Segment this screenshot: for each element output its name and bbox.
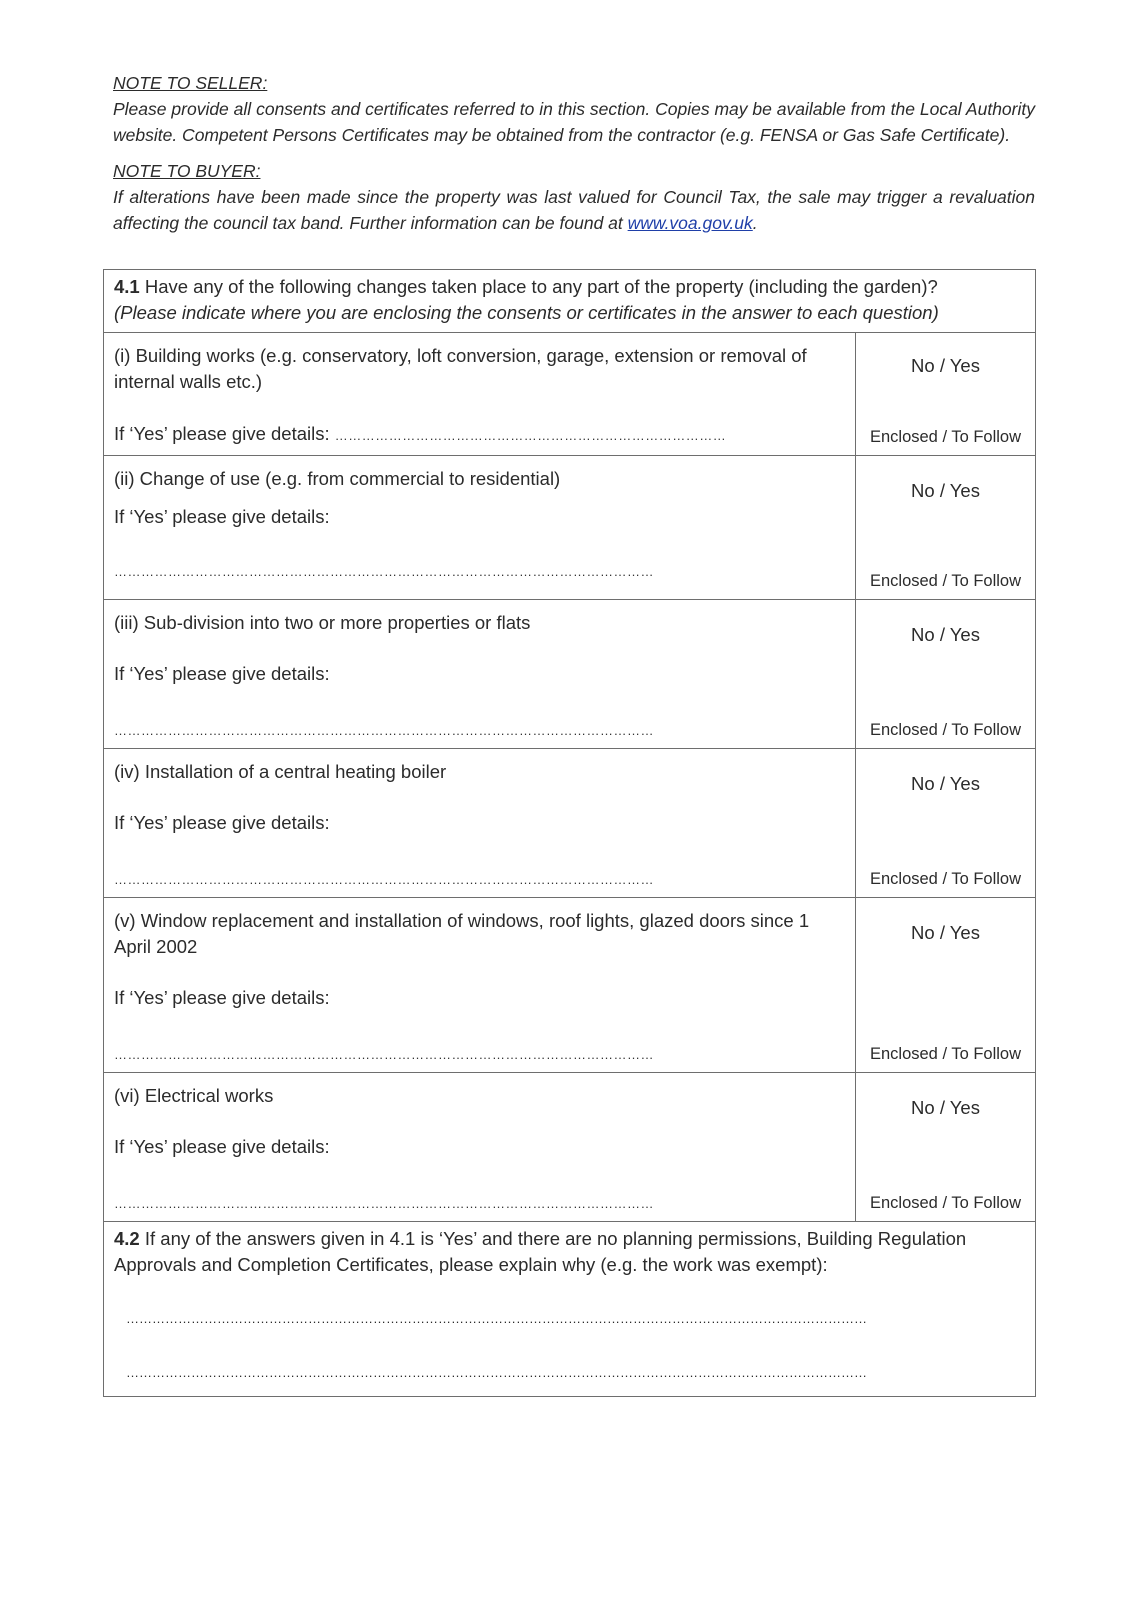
question-cell	[104, 456, 856, 600]
details-label: If ‘Yes’ please give details:	[114, 1136, 330, 1157]
question-label: (vi) Electrical works	[114, 1085, 274, 1106]
question-row	[104, 600, 1036, 749]
answer-cell	[856, 333, 1036, 456]
seller-note-body: Please provide all consents and certificates referred to in this section. Copies may be available from the Local Authority website. Competent Persons Certificates may be obtained from the contractor (e.g. FENSA or Gas Safe Certificate).	[113, 99, 1035, 145]
answer-cell	[856, 749, 1036, 898]
seller-note-heading: NOTE TO SELLER:	[113, 73, 268, 93]
enclosed-choice[interactable]: Enclosed / To Follow	[869, 870, 1022, 888]
q42-number: 4.2	[114, 1228, 140, 1249]
details-dots[interactable]: …………………………………………………………………………………………………………	[114, 723, 654, 738]
details-dots[interactable]: ……………………………………………………………………………	[334, 428, 727, 443]
yes-no-choice[interactable]: No / Yes	[911, 624, 980, 645]
question-label: (v) Window replacement and installation of windows, roof lights, glazed doors since 1 April 2002	[114, 910, 810, 957]
yes-no-choice[interactable]: No / Yes	[911, 1097, 980, 1118]
answer-line-2[interactable]: ………………………………………………………………………………………………………………………………………………………	[126, 1365, 867, 1380]
enclosed-choice[interactable]: Enclosed / To Follow	[869, 1045, 1022, 1063]
yes-no-choice[interactable]: No / Yes	[911, 922, 980, 943]
question-row	[104, 456, 1036, 600]
details-label: If ‘Yes’ please give details:	[114, 812, 330, 833]
details-dots[interactable]: …………………………………………………………………………………………………………	[114, 1047, 654, 1062]
voa-link[interactable]: www.voa.gov.uk	[627, 213, 753, 233]
question-4-1-table	[103, 269, 1036, 1397]
details-label: If ‘Yes’ please give details:	[114, 663, 330, 684]
q41-text: Have any of the following changes taken place to any part of the property (including the garden)?	[139, 276, 938, 297]
buyer-note-body	[113, 184, 1035, 236]
details-dots[interactable]: …………………………………………………………………………………………………………	[114, 1196, 654, 1211]
question-row	[104, 898, 1036, 1073]
answer-cell	[856, 1073, 1036, 1222]
details-dots[interactable]: …………………………………………………………………………………………………………	[114, 564, 654, 579]
question-cell	[104, 600, 856, 749]
question-label: (iv) Installation of a central heating boiler	[114, 761, 447, 782]
question-cell	[104, 749, 856, 898]
q42-text: If any of the answers given in 4.1 is ‘Yes’ and there are no planning permissions, Building Regulation Approvals and Completion Certificates, please explain why (e.g. the work was exempt):	[114, 1228, 967, 1275]
question-4-2-row	[104, 1222, 1036, 1397]
details-dots[interactable]: …………………………………………………………………………………………………………	[114, 872, 654, 887]
enclosed-choice[interactable]: Enclosed / To Follow	[869, 1194, 1022, 1212]
question-cell	[104, 1073, 856, 1222]
question-row	[104, 749, 1036, 898]
details-label: If ‘Yes’ please give details:	[114, 506, 330, 527]
q42-cell	[104, 1222, 1036, 1397]
yes-no-choice[interactable]: No / Yes	[911, 355, 980, 376]
notes-section	[113, 70, 1035, 236]
q41-number: 4.1	[114, 276, 140, 297]
question-label: (ii) Change of use (e.g. from commercial to residential)	[114, 468, 561, 489]
answer-line-1[interactable]: ………………………………………………………………………………………………………………………………………………………	[126, 1311, 867, 1326]
enclosed-choice[interactable]: Enclosed / To Follow	[869, 428, 1022, 446]
enclosed-choice[interactable]: Enclosed / To Follow	[869, 572, 1022, 590]
answer-cell	[856, 600, 1036, 749]
q42-header	[114, 1226, 1025, 1278]
details-line	[114, 421, 726, 449]
buyer-note-end: .	[752, 213, 758, 233]
q41-header	[104, 270, 1036, 333]
question-cell	[104, 333, 856, 456]
details-label: If ‘Yes’ please give details:	[114, 987, 330, 1008]
question-label: (i) Building works (e.g. conservatory, loft conversion, garage, extension or removal of internal walls etc.)	[114, 345, 807, 392]
question-cell	[104, 898, 856, 1073]
details-label: If ‘Yes’ please give details:	[114, 423, 330, 444]
buyer-note-text: If alterations have been made since the property was last valued for Council Tax, the sale may trigger a revaluation affecting the council tax band. Further information can be found at	[113, 187, 1035, 233]
enclosed-choice[interactable]: Enclosed / To Follow	[869, 721, 1022, 739]
answer-cell	[856, 456, 1036, 600]
answer-cell	[856, 898, 1036, 1073]
question-label: (iii) Sub-division into two or more properties or flats	[114, 612, 531, 633]
yes-no-choice[interactable]: No / Yes	[911, 773, 980, 794]
question-row	[104, 1073, 1036, 1222]
question-row	[104, 333, 1036, 456]
yes-no-choice[interactable]: No / Yes	[911, 480, 980, 501]
q41-subtext: (Please indicate where you are enclosing the consents or certificates in the answer to each question)	[114, 302, 939, 323]
buyer-note-heading: NOTE TO BUYER:	[113, 161, 261, 181]
